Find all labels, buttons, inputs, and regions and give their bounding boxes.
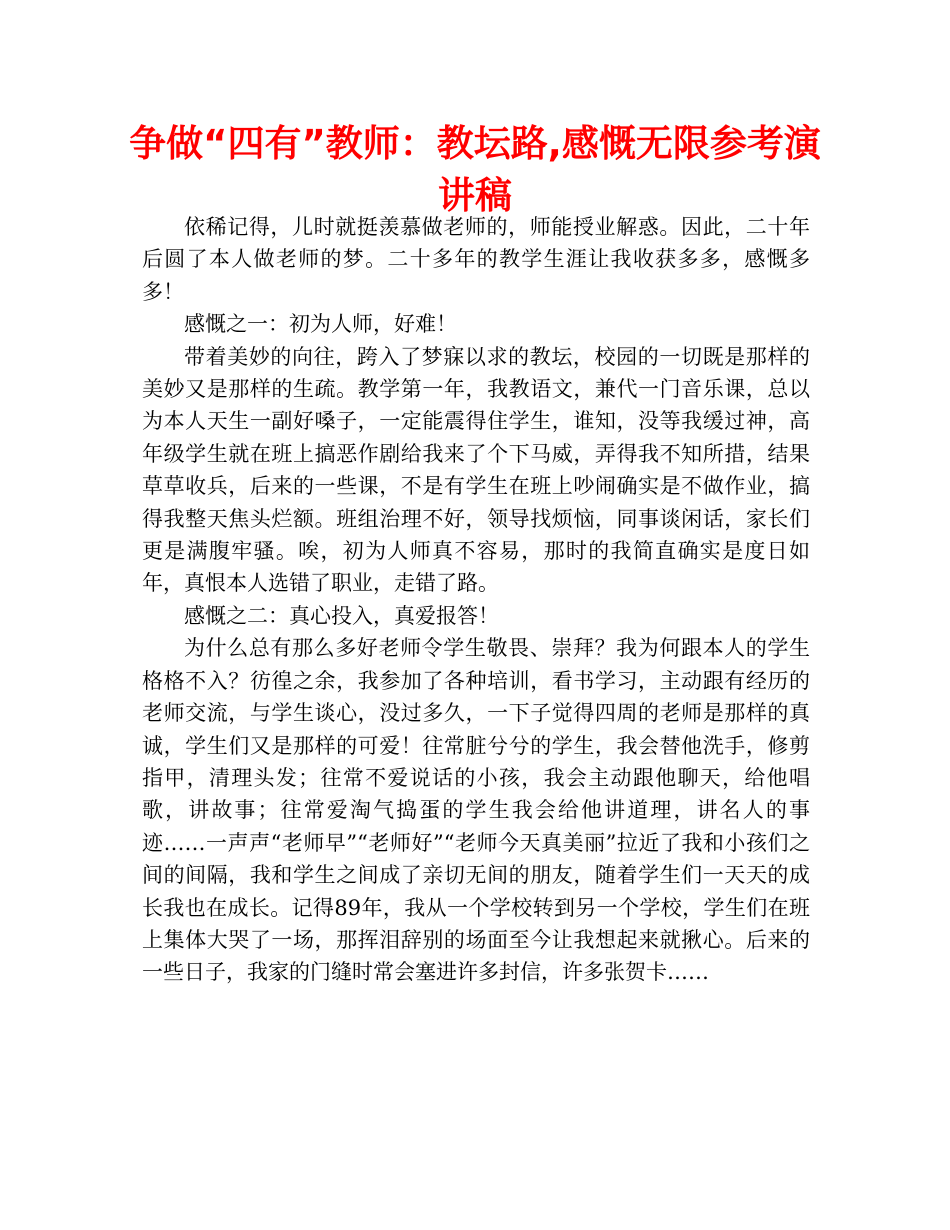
section-heading: 感慨之二：真心投入，真爱报答！ (184, 603, 499, 628)
paragraph: 带着美妙的向往，跨入了梦寐以求的教坛，校园的一切既是那样的美妙又是那样的生疏。教学第一年，我教语文，兼代一门音乐课，总以为本人天生一副好嗓子，一定能震得住学生，谁知，没等我缓过神，高年级学生就在班上搞恶作剧给我来了个下马威，弄得我不知所措，结果草草收兵，后来的一些课，不是有学生在班上吵闹确实是不做作业，搞得我整天焦头烂额。班组治理不好，领导找烦恼，同事谈闲话，家长们更是满腹牢骚。唉，初为人师真不容易，那时的我简直确实是度日如年，真恨本人选错了职业，走错了路。 (142, 344, 810, 596)
document-title: 争做“四有”教师：教坛路,感慨无限参考演讲稿 (129, 122, 821, 217)
document-body (142, 211, 810, 989)
paragraph: 为什么总有那么多好老师令学生敬畏、崇拜？我为何跟本人的学生格格不入？彷徨之余，我参加了各种培训，看书学习，主动跟有经历的老师交流，与学生谈心，没过多久，一下子觉得四周的老师是那样的真诚，学生们又是那样的可爱！往常脏兮兮的学生，我会替他洗手，修剪指甲，清理头发；往常不爱说话的小孩，我会主动跟他聊天，给他唱歌，讲故事；往常爱淘气捣蛋的学生我会给他讲道理，讲名人的事迹……一声声“老师早”“老师好”“老师今天真美丽”拉近了我和小孩们之间的间隔，我和学生之间成了亲切无间的朋友，随着学生们一天天的成长我也在成长。记得89年，我从一个学校转到另一个学校，学生们在班上集体大哭了一场，那挥泪辞别的场面至今让我想起来就揪心。后来的一些日子，我家的门缝时常会塞进许多封信，许多张贺卡…… (142, 636, 810, 985)
section-heading: 感慨之一：初为人师，好难！ (184, 312, 457, 337)
paragraph: 依稀记得，儿时就挺羡慕做老师的，师能授业解惑。因此，二十年后圆了本人做老师的梦。二十多年的教学生涯让我收获多多，感慨多多！ (142, 215, 810, 304)
